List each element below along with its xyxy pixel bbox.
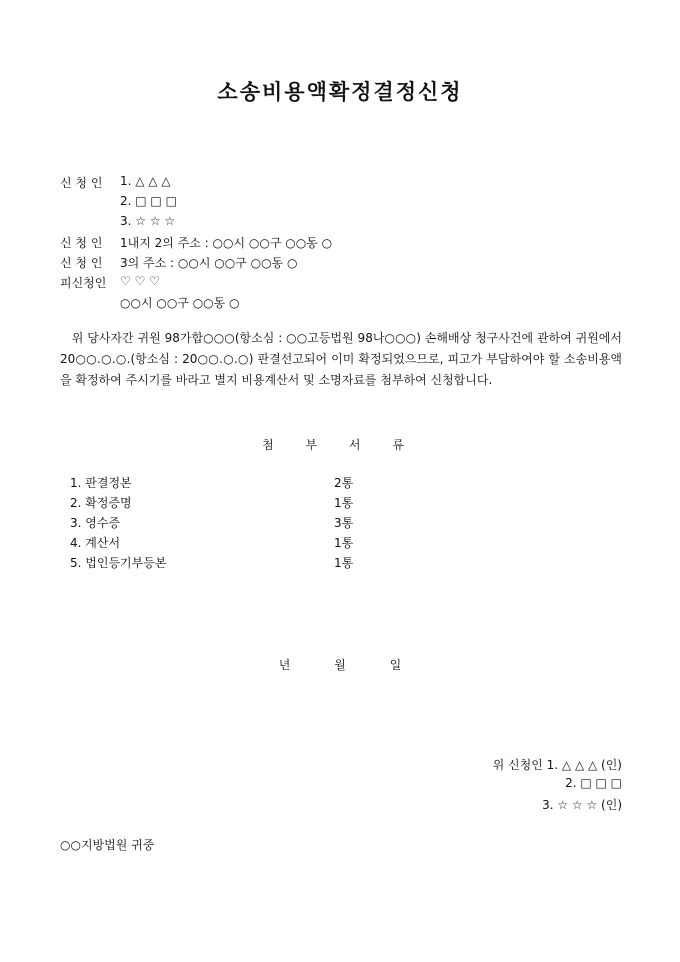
- attachment-qty: 1통: [334, 556, 354, 570]
- attachment-name: 4. 계산서: [70, 536, 121, 550]
- applicant-1: 1. △ △ △: [120, 174, 171, 188]
- body-paragraph: [60, 328, 622, 391]
- body-text: 위 당사자간 귀원 98가합○○○(항소심 : ○○고등법원 98나○○○) 손해배상 청구사건에 관하여 귀원에서 20○○.○.○.(항소심 : 20○○.○.○) 판결선고되어 이미 확정되었으므로, 피고가 부담하여야 할 소송비용액을 확정하여 주시기를 바라고 별지 비용계산서 및 소명자료를 첨부하여 신청합니다.: [60, 331, 622, 387]
- attachments-heading: 첨 부 서 류: [262, 438, 418, 452]
- signature-line-2: 2. □ □ □: [565, 776, 622, 790]
- attachment-qty: 1통: [334, 536, 354, 550]
- applicant-label: 신 청 인: [60, 176, 103, 190]
- address-label-2: 신 청 인: [60, 256, 103, 270]
- signature-line-3: 3. ☆ ☆ ☆ (인): [542, 798, 622, 812]
- address-1: 1내지 2의 주소 : ○○시 ○○구 ○○동 ○: [120, 236, 333, 250]
- applicant-2: 2. □ □ □: [120, 194, 177, 208]
- address-label-1: 신 청 인: [60, 236, 103, 250]
- document-title: 소송비용액확정결정신청: [217, 79, 463, 104]
- respondent-label: 피신청인: [60, 276, 107, 290]
- date-line: 년 월 일: [278, 658, 402, 672]
- signature-line-1: 위 신청인 1. △ △ △ (인): [492, 758, 622, 772]
- respondent-name: ♡ ♡ ♡: [120, 274, 160, 288]
- respondent-address: ○○시 ○○구 ○○동 ○: [120, 296, 240, 310]
- attachment-name: 2. 확정증명: [70, 496, 132, 510]
- attachment-qty: 3통: [334, 516, 354, 530]
- attachment-qty: 1통: [334, 496, 354, 510]
- attachment-name: 1. 판결정본: [70, 476, 132, 490]
- court-addressee: ○○지방법원 귀중: [60, 838, 155, 852]
- applicant-3: 3. ☆ ☆ ☆: [120, 214, 176, 228]
- attachment-qty: 2통: [334, 476, 354, 490]
- address-2: 3의 주소 : ○○시 ○○구 ○○동 ○: [120, 256, 298, 270]
- attachment-name: 5. 법인등기부등본: [70, 556, 167, 570]
- attachment-name: 3. 영수증: [70, 516, 121, 530]
